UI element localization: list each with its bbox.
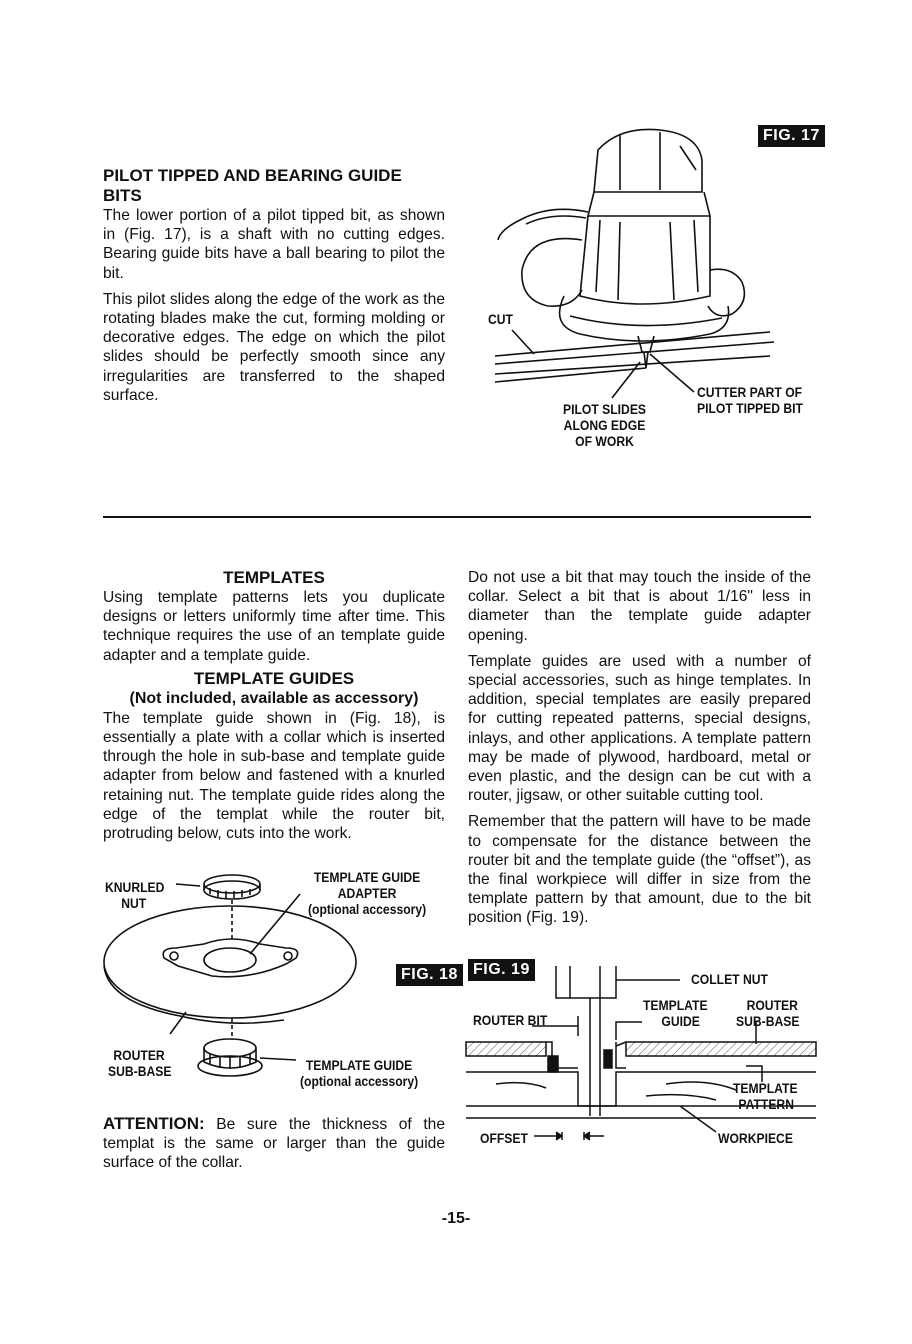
fig17-label-cutter-line1: CUTTER PART OF [697,385,803,400]
fig19-label-workpiece: WORKPIECE [718,1131,793,1146]
templates-section [103,568,445,850]
fig19-label-router-subbase [736,998,799,1030]
fig19-label-router-bit: ROUTER BIT [473,1013,548,1028]
fig18-label-adapter-line1: TEMPLATE GUIDE [313,870,421,885]
attention-note [103,1114,445,1173]
fig17-label-pilot-line2: ALONG EDGE [563,418,646,433]
template-guides-heading: TEMPLATE GUIDES [193,668,355,688]
right-paragraph-3: Remember that the pattern will have to be made to compensate for the distance between the router bit and the template guide (the “offset”), as the final workpiece will differ in size from the template pattern by that amount, due to the bit position (Fig. 19). [468,813,811,927]
fig18-badge: FIG. 18 [396,964,463,986]
fig18-label-adapter-line3: (optional accessory) [308,902,427,917]
right-paragraph-2: Template guides are used with a number of special accessories, such as hinge templates. In addition, special templates are easily prepared for cutting repeated patterns, special designs, inlays, and other applications. A template pattern may be made of plywood, hardboard, metal or even plastic, and the design can be cut with a router, jigsaw, or other suitable cutting tool. [468,652,811,805]
fig18-label-guide-line1: TEMPLATE GUIDE [305,1058,413,1073]
pilot-paragraph-1: The lower portion of a pilot tipped bit, as shown in (Fig. 17), is a shaft with no cutting edges. Bearing guide bits have a ball bearing to pilot the bit. [103,207,445,282]
fig19-label-template-guide [643,998,708,1030]
fig17-label-cutter [697,385,803,417]
right-paragraph-1: Do not use a bit that may touch the inside of the collar. Select a bit that is about 1/16" less in diameter than the template guide adapter opening. [468,569,811,644]
fig18-label-knurled [105,880,164,912]
fig19-label-router-subbase-line1: ROUTER [746,998,798,1013]
fig19-label-template-guide-line2: GUIDE [661,1014,700,1029]
fig19-label-router-subbase-line2: SUB-BASE [736,1014,800,1029]
fig17-label-pilot [563,402,646,450]
fig17-label-pilot-line1: PILOT SLIDES [563,402,647,417]
fig17-label-cutter-line2: PILOT TIPPED BIT [697,401,803,416]
fig17-label-pilot-line3: OF WORK [575,434,634,449]
fig18-label-guide-line2: (optional accessory) [300,1074,419,1089]
section-divider [103,516,811,518]
fig19-label-collet: COLLET NUT [691,972,768,987]
attention-text: Be sure the thickness of the templat is the same or larger than the guide surface of the collar. [103,1116,445,1172]
fig17-router-illustration [470,120,810,400]
fig18-label-adapter-line2: ADAPTER [337,886,397,901]
right-column [468,568,811,935]
fig17-label-cut: CUT [488,312,513,327]
template-guides-note: (Not included, available as accessory) [129,689,419,707]
fig19-label-template-pattern-line1: TEMPLATE [733,1081,798,1096]
templates-body: The template guide shown in (Fig. 18), is essentially a plate with a collar which is inserted through the hole in sub-base and template guide adapter from below and fastened with a knurled retaining nut. The template guide rides along the edge of the templat while the router bit, protruding below, cuts into the work. [103,709,445,843]
pilot-section [103,166,445,412]
fig19-badge: FIG. 19 [468,959,535,981]
fig18-label-knurled-line2: NUT [121,896,147,911]
fig18-label-subbase-line2: SUB-BASE [108,1064,172,1079]
fig18-label-guide [300,1058,418,1090]
fig18-label-subbase [108,1048,171,1080]
templates-intro: Using template patterns lets you duplicate designs or letters uniformly time after time. This technique requires the use of an template guide adapter and a template guide. [103,589,445,664]
fig18-label-knurled-line1: KNURLED [105,880,165,895]
templates-heading: TEMPLATES [223,568,325,587]
fig19-label-template-pattern-line2: PATTERN [738,1097,794,1112]
fig19-label-template-guide-line1: TEMPLATE [643,998,708,1013]
page-number: -15- [441,1210,471,1227]
attention-label: ATTENTION: [103,1114,205,1133]
fig19-label-template-pattern [733,1081,798,1113]
pilot-paragraph-2: This pilot slides along the edge of the work as the rotating blades make the cut, forming molding or decorative edges. The edge on which the pilot slides should be perfectly smooth since any irregularities are transferred to the shaped surface. [103,290,445,404]
fig19-label-offset: OFFSET [480,1131,528,1146]
fig17-badge: FIG. 17 [758,125,825,147]
fig18-label-adapter [308,870,426,918]
pilot-heading: PILOT TIPPED AND BEARING GUIDE BITS [103,166,402,205]
fig18-label-subbase-line1: ROUTER [113,1048,165,1063]
